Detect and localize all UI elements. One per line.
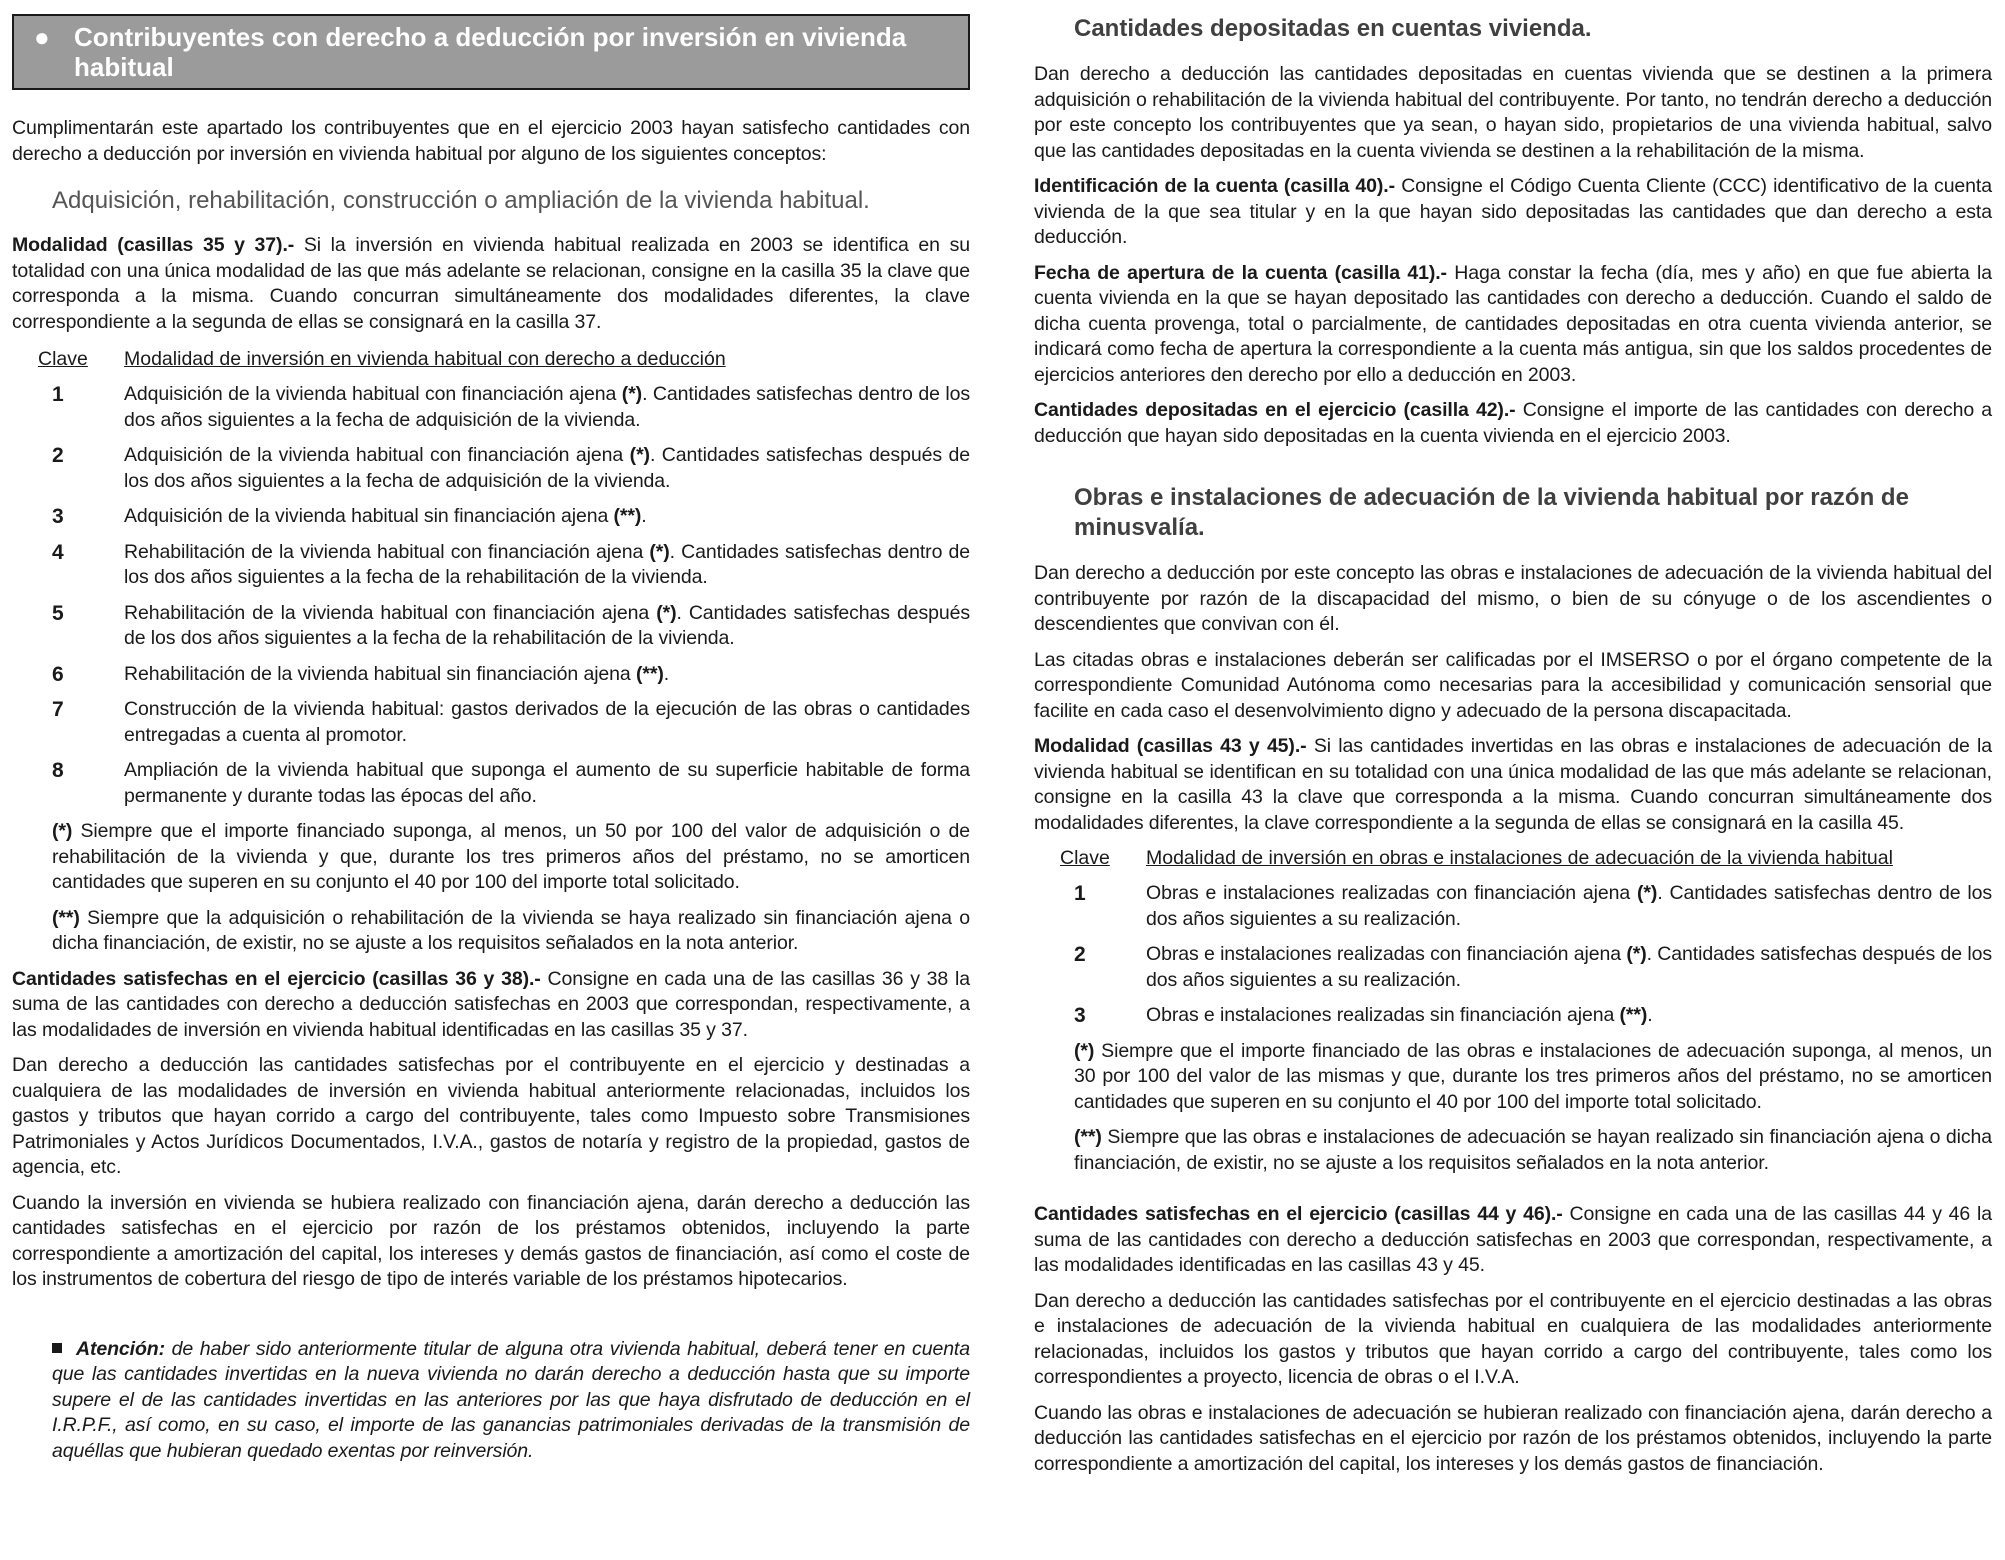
- row-text-cont: .: [663, 662, 670, 685]
- row-text: Obras e instalaciones realizadas con financiación ajena: [1146, 943, 1627, 965]
- modalidad-obras-list: [1034, 881, 1992, 1029]
- table-header: [1034, 846, 1992, 871]
- row-text-cont: .: [1647, 1004, 1653, 1026]
- depositadas-paragraph: [1034, 398, 1992, 449]
- right-column: [1034, 14, 1992, 1487]
- row-text-cont: . Cantidades satisfechas dentro de los dos años siguientes a la fecha de adquisición de la vivienda.: [124, 383, 970, 431]
- clave-number: 8: [52, 759, 64, 782]
- row-text: Rehabilitación de la vivienda habitual sin financiación ajena: [124, 662, 636, 685]
- cantidades-text: Consigne en cada una de las casillas 36 y 38 la suma de las cantidades con derecho a deducción satisfechas en 2003 que correspondan, respectivamente, a las modalidades de inversión en vivienda habitual identificadas en las casillas 35 y 37.: [12, 967, 970, 1041]
- cantidades-obras-paragraph: [1034, 1202, 1992, 1279]
- section-banner: [12, 14, 970, 90]
- table-header-clave: Clave: [1060, 847, 1110, 869]
- clave-number: 3: [1074, 1004, 1086, 1027]
- left-column: [12, 14, 970, 1464]
- identificacion-paragraph: [1034, 174, 1992, 251]
- cantidades-paragraph: [12, 967, 970, 1044]
- note-mark: (*): [1637, 882, 1658, 904]
- list-item: [12, 504, 970, 530]
- attention-text: de haber sido anteriormente titular de alguna otra vivienda habitual, deberá tener en cuenta que las cantidades invertidas en la nueva vivienda no darán derecho a deducción hasta que su importe supere el de las cantidades invertidas en las anteriores por las que haya disfrutado de deducción en el I.R.P.F., así como, en su caso, el importe de las ganancias patrimoniales derivadas de la transmisión de aquéllas que hubieran quedado exentas por reinversión.: [52, 1337, 970, 1462]
- row-text-cont: . Cantidades satisfechas después de los dos años siguientes a su realización.: [1146, 943, 1992, 991]
- list-item: [12, 443, 970, 494]
- intro-paragraph: Cumplimentarán este apartado los contribuyentes que en el ejercicio 2003 hayan satisfecho cantidades con derecho a deducción por inversión en vivienda habitual por alguno de los siguientes conceptos:: [12, 117, 970, 165]
- clave-number: 3: [52, 505, 64, 528]
- list-item: [1034, 881, 1992, 932]
- bullet-icon: ●: [34, 22, 50, 52]
- footnote-text: Siempre que el importe financiado suponga, al menos, un 50 por 100 del valor de adquisición o de rehabilitación de la vivienda y que, durante los tres primeros años del préstamo, no se amorticen cantidades que superen en su conjunto el 40 por 100 del importe total solicitado.: [52, 820, 970, 893]
- row-text-cont: .: [641, 505, 647, 527]
- heading-cuentas-vivienda: Cantidades depositadas en cuentas vivienda.: [1074, 15, 1592, 42]
- table-header: [12, 347, 970, 372]
- row-text-cont: . Cantidades satisfechas después de los dos años siguientes a la fecha de adquisición de la vivienda.: [124, 444, 970, 492]
- subheading-adquisicion: Adquisición, rehabilitación, construcción o ampliación de la vivienda habitual.: [52, 187, 870, 214]
- list-item: [12, 697, 970, 748]
- footnote-mark: (*): [52, 820, 73, 842]
- clave-number: 5: [52, 601, 64, 625]
- footnote-double: [1074, 1125, 1992, 1176]
- clave-number: 4: [52, 540, 64, 564]
- list-item: [12, 540, 970, 591]
- footnote-single: [52, 819, 970, 896]
- footnote-text: Siempre que la adquisición o rehabilitación de la vivienda se haya realizado sin financiación ajena o dicha financiación, de existir, no se ajuste a los requisitos señalados en la nota anterior.: [52, 906, 970, 954]
- cuentas-paragraph: Dan derecho a deducción las cantidades depositadas en cuentas vivienda que se destinen a la primera adquisición o rehabilitación de la vivienda habitual del contribuyente. Por tanto, no tendrán derecho a deducción por este concepto los contribuyentes que ya sean, o hayan sido, propietarios de una vivienda habitual, salvo que las cantidades depositadas en la cuenta vivienda se destinen a la rehabilitación de la misma.: [1034, 63, 1992, 162]
- note-mark: (*): [649, 540, 670, 563]
- note-mark: (*): [656, 601, 677, 624]
- list-item: [12, 382, 970, 433]
- obras-paragraph-2: Las citadas obras e instalaciones deberán ser calificadas por el IMSERSO o por el órgano competente de la correspondiente Comunidad Autónoma como necesarias para la accesibilidad y comunicación sensorial que facilite en cada caso el desenvolvimiento digno y adecuado de la persona discapacitada.: [1034, 648, 1992, 722]
- list-item: [12, 758, 970, 809]
- fecha-apertura-label: Fecha de apertura de la cuenta (casilla 41).-: [1034, 261, 1447, 284]
- note-mark: (**): [1619, 1004, 1648, 1026]
- row-text: Adquisición de la vivienda habitual con financiación ajena: [124, 444, 630, 466]
- clave-number: 1: [52, 383, 64, 406]
- banner-title: Contribuyentes con derecho a deducción por inversión en vivienda habitual: [74, 22, 907, 82]
- identificacion-label: Identificación de la cuenta (casilla 40).-: [1034, 175, 1396, 197]
- dan-derecho-paragraph: Dan derecho a deducción las cantidades satisfechas por el contribuyente en el ejercicio y destinadas a cualquiera de las modalidades de inversión en vivienda habitual anteriormente relacionadas, incluidos los gastos y tributos que hayan corrido a cargo del contribuyente, tales como Impuesto sobre Transmisiones Patrimoniales y Actos Jurídicos Documentados, I.V.A., gastos de notaría y registro de la propiedad, gastos de agencia, etc.: [12, 1054, 970, 1178]
- note-mark: (*): [629, 444, 650, 466]
- clave-number: 1: [1074, 882, 1086, 905]
- footnote-mark: (*): [1074, 1039, 1095, 1062]
- obras-paragraph-1: Dan derecho a deducción por este concepto las obras e instalaciones de adecuación de la vivienda habitual del contribuyente por razón de la discapacidad del mismo, o bien de su cónyuge o de los ascendientes o descendientes que convivan con él.: [1034, 562, 1992, 635]
- fecha-apertura-paragraph: [1034, 261, 1992, 389]
- footnote-text: Siempre que el importe financiado de las obras e instalaciones de adecuación suponga, al menos, un 30 por 100 del valor de las mismas y que, durante los tres primeros años del préstamo, no se amorticen cantidades que superen en su conjunto el 40 por 100 del importe total solicitado.: [1074, 1039, 1992, 1113]
- cantidades-label: Cantidades satisfechas en el ejercicio (casillas 44 y 46).-: [1034, 1203, 1563, 1225]
- depositadas-label: Cantidades depositadas en el ejercicio (casilla 42).-: [1034, 399, 1516, 421]
- cantidades-label: Cantidades satisfechas en el ejercicio (casillas 36 y 38).-: [12, 967, 541, 990]
- row-text-cont: . Cantidades satisfechas dentro de los dos años siguientes a la fecha de la rehabilitación de la vivienda.: [124, 540, 970, 588]
- footnote-mark: (**): [52, 906, 80, 929]
- row-text: Construcción de la vivienda habitual: gastos derivados de la ejecución de las obras o cantidades entregadas a cuenta al promotor.: [124, 698, 970, 746]
- financiacion-obras-paragraph: Cuando las obras e instalaciones de adecuación se hubieran realizado con financiación ajena, darán derecho a deducción las cantidades satisfechas en el ejercicio por razón de los préstamos obtenidos, incluyendo la parte correspondiente a amortización del capital, los intereses y los demás gastos de financiación.: [1034, 1401, 1992, 1475]
- identificacion-text: Consigne el Código Cuenta Cliente (CCC) identificativo de la cuenta vivienda de la que sea titular y en la que hayan sido depositadas las cantidades que dan derecho a esta deducción.: [1034, 175, 1992, 248]
- row-text: Adquisición de la vivienda habitual sin financiación ajena: [124, 505, 614, 527]
- square-bullet-icon: [52, 1343, 62, 1353]
- table-header-modalidad: Modalidad de inversión en obras e instalaciones de adecuación de la vivienda habitual: [1146, 847, 1893, 869]
- clave-number: 2: [1074, 943, 1086, 966]
- depositadas-text: Consigne el importe de las cantidades con derecho a deducción que hayan sido depositadas en la cuenta vivienda en el ejercicio 2003.: [1034, 399, 1992, 447]
- modalidad-label: Modalidad (casillas 35 y 37).-: [12, 234, 295, 256]
- modalidad-paragraph: [12, 233, 970, 335]
- row-text-cont: . Cantidades satisfechas después de los dos años siguientes a la fecha de la rehabilitación de la vivienda.: [124, 601, 970, 649]
- footnote-text: Siempre que las obras e instalaciones de adecuación se hayan realizado sin financiación ajena o dicha financiación, de existir, no se ajuste a los requisitos señalados en la nota anterior.: [1074, 1126, 1992, 1174]
- attention-label: Atención:: [76, 1337, 166, 1360]
- row-text: Rehabilitación de la vivienda habitual con financiación ajena: [124, 601, 657, 624]
- row-text: Obras e instalaciones realizadas sin financiación ajena: [1146, 1004, 1620, 1026]
- cantidades-text: Consigne en cada una de las casillas 44 y 46 la suma de las cantidades con derecho a deducción satisfechas en 2003 que correspondan, respectivamente, a las modalidades identificadas en las casillas 43 y 45.: [1034, 1203, 1992, 1276]
- footnote-mark: (**): [1074, 1126, 1102, 1148]
- table-header-clave: Clave: [38, 348, 88, 370]
- list-item: [12, 601, 970, 652]
- row-text-cont: . Cantidades satisfechas dentro de los dos años siguientes a su realización.: [1146, 882, 1992, 930]
- modalidad-text: Si la inversión en vivienda habitual realizada en 2003 se identifica en su totalidad con una única modalidad de las que más adelante se relacionan, consigne en la casilla 35 la clave que corresponda a la misma. Cuando concurran simultáneamente dos modalidades diferentes, la clave correspondiente a la segunda de ellas se consignará en la casilla 37.: [12, 234, 970, 333]
- dan-derecho-obras-paragraph: Dan derecho a deducción las cantidades satisfechas por el contribuyente en el ejercicio destinadas a las obras e instalaciones de adecuación de la vivienda habitual en cualquiera de las modalidades anteriormente relacionadas, incluidos los gastos y tributos que hayan corrido a cargo del contribuyente, tales como los correspondientes a proyecto, licencia de obras o el I.V.A.: [1034, 1289, 1992, 1388]
- clave-number: 7: [52, 698, 64, 721]
- attention-note: [52, 1337, 970, 1465]
- row-text: Rehabilitación de la vivienda habitual con financiación ajena: [124, 540, 650, 563]
- list-item: [1034, 1003, 1992, 1029]
- row-text: Obras e instalaciones realizadas con financiación ajena: [1146, 882, 1638, 904]
- clave-number: 2: [52, 444, 64, 467]
- table-header-modalidad: Modalidad de inversión en vivienda habitual con derecho a deducción: [124, 348, 726, 370]
- note-mark: (**): [635, 662, 664, 685]
- footnote-double: [52, 906, 970, 957]
- modalidad-text: Si las cantidades invertidas en las obras e instalaciones de adecuación de la vivienda habitual se identifican en su totalidad con una única modalidad de las que más adelante se relacionan, consigne en la casilla 43 la clave que corresponda a la misma. Cuando concurran simultáneamente dos modalidades diferentes, la clave correspondiente a la segunda de ellas se consignará en la casilla 45.: [1034, 735, 1993, 834]
- note-mark: (**): [613, 505, 642, 527]
- row-text: Ampliación de la vivienda habitual que suponga el aumento de su superficie habitable de forma permanente y durante todas las épocas del año.: [124, 759, 970, 807]
- note-mark: (*): [1626, 943, 1647, 965]
- note-mark: (*): [621, 383, 643, 405]
- heading-obras-minusvalia: Obras e instalaciones de adecuación de la vivienda habitual por razón de minusvalía.: [1074, 484, 1909, 541]
- financiacion-paragraph: Cuando la inversión en vivienda se hubiera realizado con financiación ajena, darán derecho a deducción las cantidades satisfechas en el ejercicio por razón de los préstamos obtenidos, incluyendo la parte correspondiente a amortización del capital, los intereses y demás gastos de financiación, así como el coste de los instrumentos de cobertura del riesgo de tipo de interés variable de los préstamos hipotecarios.: [12, 1191, 970, 1290]
- row-text: Adquisición de la vivienda habitual con financiación ajena: [124, 383, 622, 405]
- modalidad-label: Modalidad (casillas 43 y 45).-: [1034, 735, 1307, 757]
- fecha-apertura-text: Haga constar la fecha (día, mes y año) en que fue abierta la cuenta vivienda en la que se hayan depositado las cantidades con derecho a deducción. Cuando el saldo de dicha cuenta provenga, total o parcialmente, de cantidades depositadas en otra cuenta vivienda anterior, se indicará como fecha de apertura la correspondiente a la cuenta más antigua, sin que los saldos procedentes de ejercicios anteriores den derecho por ello a deducción en 2003.: [1034, 261, 1992, 386]
- modalidad-list: [12, 382, 970, 809]
- footnote-single: [1074, 1039, 1992, 1116]
- clave-number: 6: [52, 662, 64, 686]
- list-item: [1034, 942, 1992, 993]
- modalidad-obras-paragraph: [1034, 734, 1992, 836]
- list-item: [12, 662, 970, 688]
